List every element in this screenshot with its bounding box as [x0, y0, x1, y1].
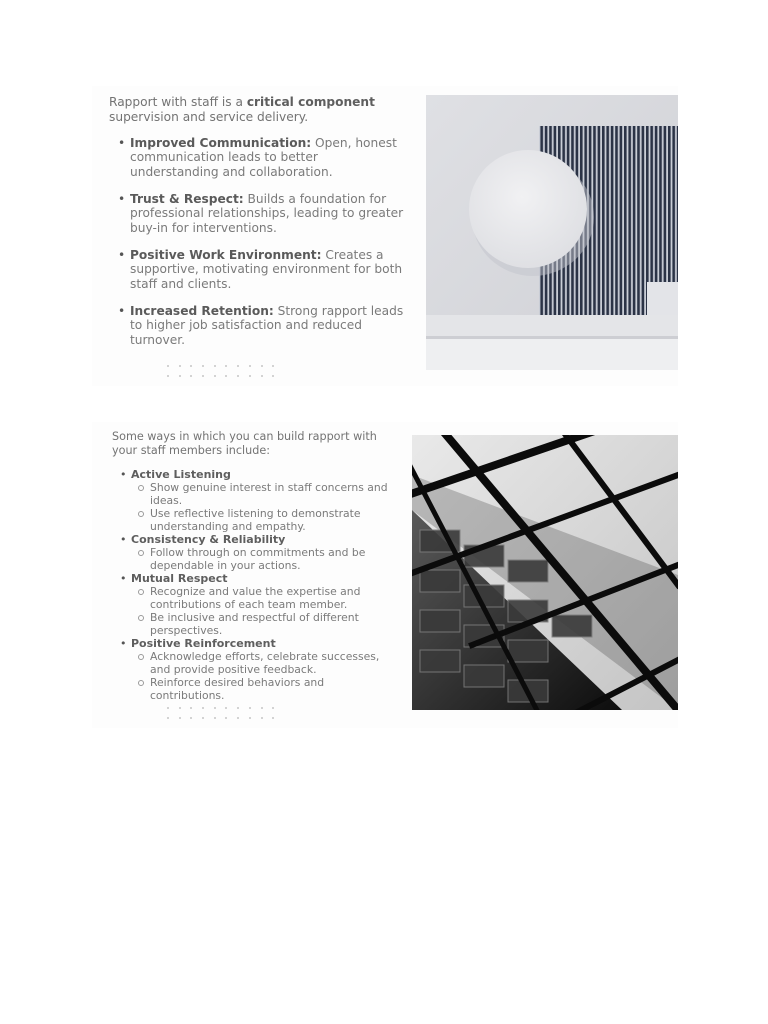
sub-bullet: Follow through on commitments and be dependable in your actions. — [131, 546, 398, 572]
bullet-title: Mutual Respect — [131, 572, 228, 585]
sub-list — [131, 546, 398, 572]
bullet-item — [118, 637, 398, 702]
strategies-list — [118, 468, 398, 702]
bullet-text: Builds a foundation for professional relationships, leading to greater buy-in for interventions. — [130, 191, 404, 235]
sub-bullet: Reinforce desired behaviors and contributions. — [131, 676, 398, 702]
intro-text-end: supervision and service delivery. — [109, 110, 309, 124]
bullet-item — [118, 533, 398, 572]
slide1-intro — [109, 95, 409, 125]
slide-rapport-importance — [0, 86, 768, 386]
bullet-title: Positive Work Environment: — [130, 247, 322, 262]
bullet-text: Creates a supportive, motivating environment for both staff and clients. — [130, 247, 403, 291]
sub-list — [131, 650, 398, 702]
decorative-dot-grid — [167, 365, 284, 377]
sub-bullet: Acknowledge efforts, celebrate successes, and provide positive feedback. — [131, 650, 398, 676]
bullet-title: Active Listening — [131, 468, 231, 481]
slide2-intro: Some ways in which you can build rapport with your staff members include: — [112, 430, 377, 457]
decorative-dot-grid — [167, 707, 284, 719]
bullet-text: Open, honest communication leads to better understanding and collaboration. — [130, 136, 397, 179]
bullet-title: Trust & Respect: — [130, 191, 244, 206]
sub-list — [131, 585, 398, 637]
bullet-title: Positive Reinforcement — [131, 637, 276, 650]
bullet-text: Strong rapport leads to higher job satisfaction and reduced turnover. — [130, 303, 404, 347]
glass-roof-photo — [412, 435, 678, 710]
slide-building-rapport — [0, 422, 768, 728]
bullet-title: Consistency & Reliability — [131, 533, 286, 546]
bullet-title: Increased Retention: — [130, 303, 274, 318]
bullet-item — [118, 572, 398, 637]
bullet-item — [116, 304, 408, 347]
bullet-item — [116, 192, 408, 235]
sub-bullet: Recognize and value the expertise and contributions of each team member. — [131, 585, 398, 611]
bullet-item — [116, 136, 408, 179]
bullet-title: Improved Communication: — [130, 136, 312, 150]
abstract-circle-photo — [426, 95, 678, 370]
intro-text: Rapport with staff is a — [109, 95, 247, 109]
bullet-item — [116, 248, 408, 291]
sub-bullet: Use reflective listening to demonstrate understanding and empathy. — [131, 507, 398, 533]
sub-bullet: Be inclusive and respectful of different perspectives. — [131, 611, 398, 637]
sub-bullet: Show genuine interest in staff concerns and ideas. — [131, 481, 398, 507]
intro-emphasis: critical component — [246, 95, 375, 109]
bullet-item — [118, 468, 398, 533]
sub-list — [131, 481, 398, 533]
benefits-list — [116, 136, 408, 360]
